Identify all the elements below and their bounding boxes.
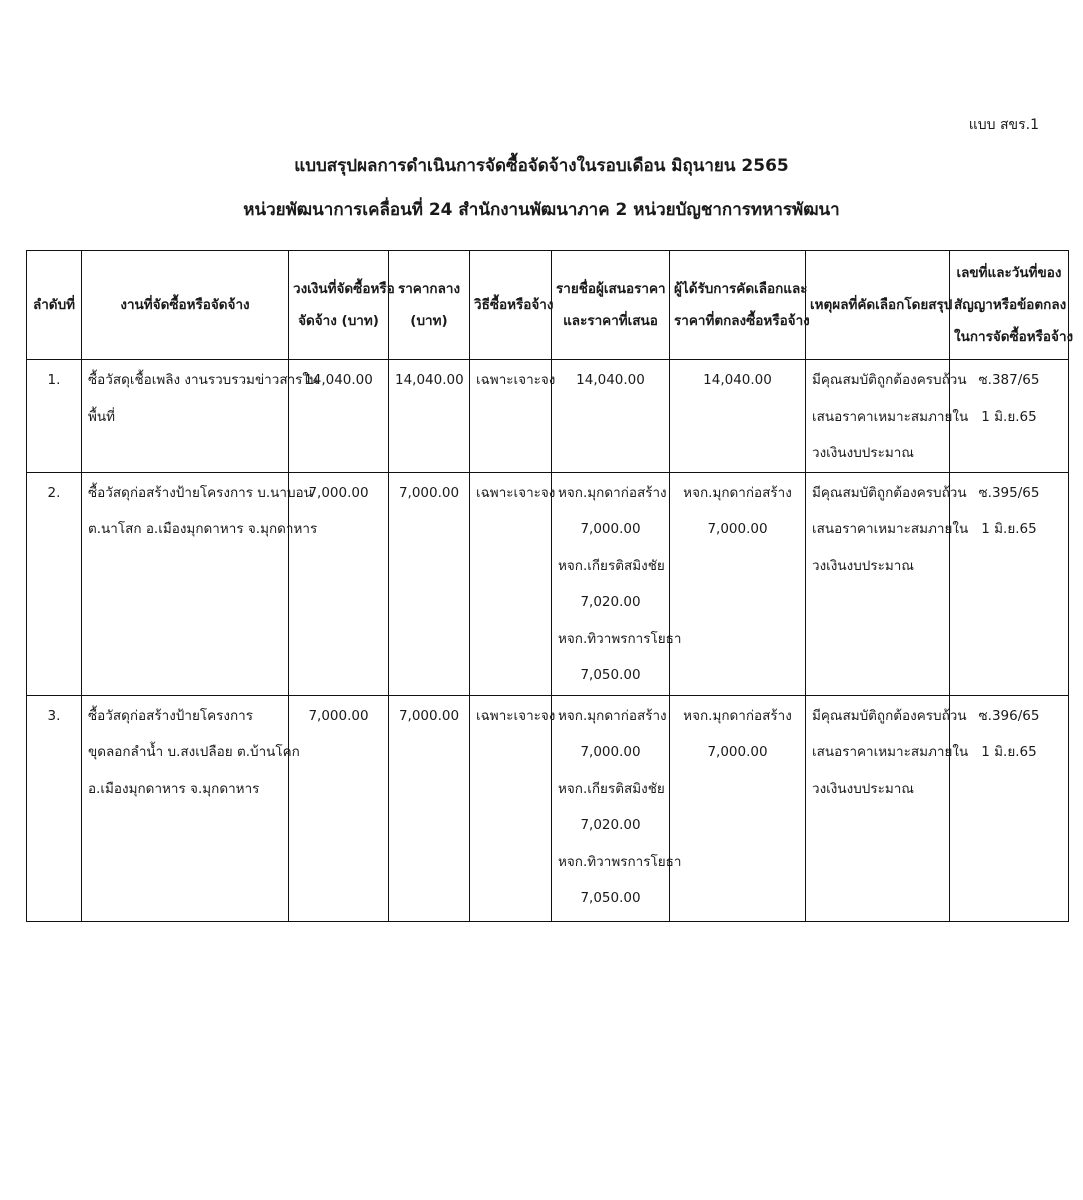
row-winner: 14,040.00 (670, 360, 806, 473)
document-title: แบบสรุปผลการดำเนินการจัดซื้อจัดจ้างในรอบเดือน มิถุนายน 2565 (294, 156, 789, 176)
procurement-summary-table (26, 250, 1074, 922)
row-reference-price: 7,000.00 (389, 695, 470, 921)
row-budget: 7,000.00 (289, 472, 389, 695)
row-bidders: หจก.มุกดาก่อสร้าง 7,000.00 หจก.เกียรติสมิงชัย 7,020.00 หจก.ทิวาพรการโยธา 7,050.00 (552, 472, 670, 695)
header-reason: เหตุผลที่คัดเลือกโดยสรุป (806, 251, 950, 360)
row-method: เฉพาะเจาะจง (470, 695, 552, 921)
row-method: เฉพาะเจาะจง (470, 472, 552, 695)
row-budget: 7,000.00 (289, 695, 389, 921)
header-bidders: รายชื่อผู้เสนอราคา และราคาที่เสนอ (552, 251, 670, 360)
header-work: งานที่จัดซื้อหรือจัดจ้าง (82, 251, 289, 360)
header-method: วิธีซื้อหรือจ้าง (470, 251, 552, 360)
row-no: 1. (27, 360, 82, 473)
row-budget: 14,040.00 (289, 360, 389, 473)
row-contract: ซ.387/65 1 มิ.ย.65 (950, 360, 1069, 473)
document-subtitle: หน่วยพัฒนาการเคลื่อนที่ 24 สำนักงานพัฒนาภาค 2 หน่วยบัญชาการทหารพัฒนา (243, 200, 840, 220)
row-bidders: หจก.มุกดาก่อสร้าง 7,000.00 หจก.เกียรติสมิงชัย 7,020.00 หจก.ทิวาพรการโยธา 7,050.00 (552, 695, 670, 921)
row-reason: มีคุณสมบัติถูกต้องครบถ้วน เสนอราคาเหมาะสมภายใน วงเงินงบประมาณ (806, 472, 950, 695)
table-row (27, 360, 1069, 473)
row-contract: ซ.395/65 1 มิ.ย.65 (950, 472, 1069, 695)
row-no: 2. (27, 472, 82, 695)
row-reason: มีคุณสมบัติถูกต้องครบถ้วน เสนอราคาเหมาะสมภายใน วงเงินงบประมาณ (806, 360, 950, 473)
row-no: 3. (27, 695, 82, 921)
row-bidders: 14,040.00 (552, 360, 670, 473)
table-header-row (27, 251, 1069, 360)
header-no: ลำดับที่ (27, 251, 82, 360)
row-method: เฉพาะเจาะจง (470, 360, 552, 473)
row-work: ซื้อวัสดุก่อสร้างป้ายโครงการ ขุดลอกลำน้ำ บ.สงเปลือย ต.บ้านโคก อ.เมืองมุกดาหาร จ.มุกดาหาร (82, 695, 289, 921)
row-winner: หจก.มุกดาก่อสร้าง 7,000.00 (670, 472, 806, 695)
row-reason: มีคุณสมบัติถูกต้องครบถ้วน เสนอราคาเหมาะสมภายใน วงเงินงบประมาณ (806, 695, 950, 921)
row-reference-price: 7,000.00 (389, 472, 470, 695)
header-budget: วงเงินที่จัดซื้อหรือ จัดจ้าง (บาท) (289, 251, 389, 360)
row-reference-price: 14,040.00 (389, 360, 470, 473)
row-work: ซื้อวัสดุเชื้อเพลิง งานรวบรวมข่าวสารใน พื้นที่ (82, 360, 289, 473)
header-contract: เลขที่และวันที่ของ สัญญาหรือข้อตกลง ในการจัดซื้อหรือจ้าง (950, 251, 1069, 360)
table-row (27, 695, 1069, 921)
table-row (27, 472, 1069, 695)
header-winner: ผู้ได้รับการคัดเลือกและ ราคาที่ตกลงซื้อหรือจ้าง (670, 251, 806, 360)
form-code: แบบ สขร.1 (968, 117, 1039, 133)
row-contract: ซ.396/65 1 มิ.ย.65 (950, 695, 1069, 921)
header-reference-price: ราคากลาง (บาท) (389, 251, 470, 360)
row-work: ซื้อวัสดุก่อสร้างป้ายโครงการ บ.นาบอน ต.นาโสก อ.เมืองมุกดาหาร จ.มุกดาหาร (82, 472, 289, 695)
row-winner: หจก.มุกดาก่อสร้าง 7,000.00 (670, 695, 806, 921)
